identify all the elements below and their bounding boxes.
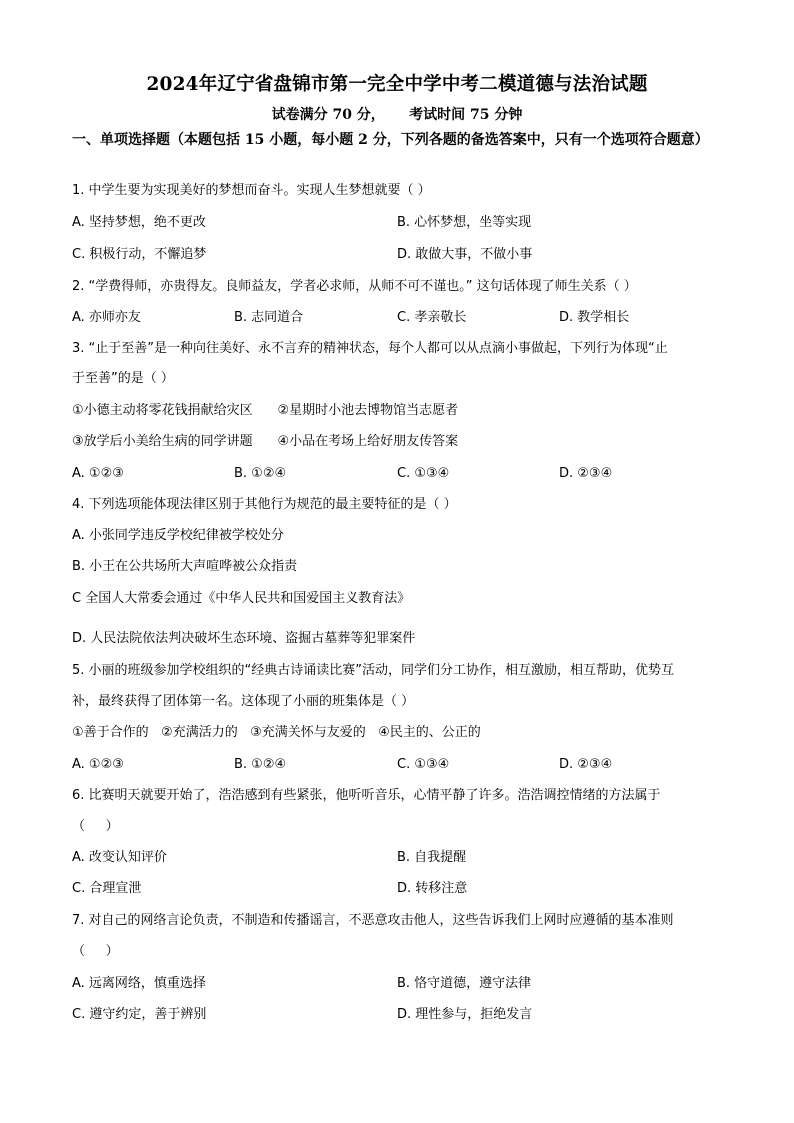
question-4-option-d: D. 人民法院依法判决破坏生态环境、盗掘古墓葬等犯罪案件 — [72, 631, 416, 646]
question-3-statements-line-2: ③放学后小美给生病的同学讲题 ④小品在考场上给好朋友传答案 — [72, 434, 459, 449]
question-6-option-a: A. 改变认知评价 — [72, 850, 167, 865]
question-3-option-a: A. ①②③ — [72, 466, 124, 481]
question-2-option-b: B. 志同道合 — [234, 310, 304, 325]
exam-subtitle: 试卷满分 70 分， 考试时间 75 分钟 — [271, 107, 523, 123]
section-heading: 一、单项选择题（本题包括 15 小题，每小题 2 分，下列各题的备选答案中，只有一个选项符合题意） — [72, 132, 709, 148]
question-3-option-d: D. ②③④ — [559, 466, 613, 481]
question-3-option-c: C. ①③④ — [397, 466, 450, 481]
question-3-stem-line-2: 于至善”的是（ ） — [72, 371, 174, 386]
question-1-option-c: C. 积极行动，不懈追梦 — [72, 247, 207, 262]
question-7-option-d: D. 理性参与，拒绝发言 — [397, 1007, 533, 1022]
question-5-option-d: D. ②③④ — [559, 757, 613, 772]
question-7-option-c: C. 遵守约定，善于辨别 — [72, 1007, 207, 1022]
question-6-option-d: D. 转移注意 — [397, 881, 468, 896]
question-5-statements: ①善于合作的 ②充满活力的 ③充满关怀与友爱的 ④民主的、公正的 — [72, 725, 481, 740]
question-6-option-c: C. 合理宣泄 — [72, 881, 142, 896]
question-1-option-a: A. 坚持梦想，绝不更改 — [72, 215, 206, 230]
question-5-option-b: B. ①②④ — [234, 757, 287, 772]
question-5-option-c: C. ①③④ — [397, 757, 450, 772]
question-5-option-a: A. ①②③ — [72, 757, 124, 772]
question-2-option-a: A. 亦师亦友 — [72, 310, 141, 325]
question-5-stem-line-2: 补，最终获得了团体第一名。这体现了小丽的班集体是（ ） — [72, 694, 415, 709]
question-1-option-d: D. 敢做大事，不做小事 — [397, 247, 533, 262]
question-6-stem-line-2: （ ） — [72, 819, 119, 834]
question-7-stem-line-2: （ ） — [72, 944, 119, 959]
question-4-option-b: B. 小王在公共场所大声喧哗被公众指责 — [72, 559, 298, 574]
question-2-option-c: C. 孝亲敬长 — [397, 310, 467, 325]
question-7-option-b: B. 恪守道德，遵守法律 — [397, 976, 532, 991]
question-4-option-c: C 全国人大常委会通过《中华人民共和国爱国主义教育法》 — [72, 591, 411, 606]
question-2-stem: 2. “学费得师，亦贵得友。良师益友，学者必求师，从师不可不谨也。” 这句话体现了师生关系（ ） — [72, 279, 637, 294]
question-3-option-b: B. ①②④ — [234, 466, 287, 481]
question-1-stem: 1. 中学生要为实现美好的梦想而奋斗。实现人生梦想就要（ ） — [72, 183, 431, 198]
question-7-option-a: A. 远离网络，慎重选择 — [72, 976, 206, 991]
question-2-option-d: D. 教学相长 — [559, 310, 630, 325]
question-6-stem-line-1: 6. 比赛明天就要开始了，浩浩感到有些紧张，他听听音乐，心情平静了许多。浩浩调控情绪的方法属于 — [72, 788, 661, 803]
question-6-option-b: B. 自我提醒 — [397, 850, 467, 865]
question-4-stem: 4. 下列选项能体现法律区别于其他行为规范的最主要特征的是（ ） — [72, 497, 457, 512]
exam-title: 2024年辽宁省盘锦市第一完全中学中考二模道德与法治试题 — [146, 74, 648, 95]
question-4-option-a: A. 小张同学违反学校纪律被学校处分 — [72, 528, 284, 543]
question-7-stem-line-1: 7. 对自己的网络言论负责，不制造和传播谣言，不恶意攻击他人，这些告诉我们上网时应遵循的基本准则 — [72, 913, 674, 928]
question-1-option-b: B. 心怀梦想，坐等实现 — [397, 215, 532, 230]
question-5-stem-line-1: 5. 小丽的班级参加学校组织的“经典古诗诵读比赛”活动，同学们分工协作，相互激励，相互帮助，优势互 — [72, 663, 675, 678]
question-3-stem-line-1: 3. “止于至善”是一种向往美好、永不言弃的精神状态，每个人都可以从点滴小事做起，下列行为体现“止 — [72, 341, 668, 356]
question-3-statements-line-1: ①小德主动将零花钱捐献给灾区 ②星期时小池去博物馆当志愿者 — [72, 403, 459, 418]
